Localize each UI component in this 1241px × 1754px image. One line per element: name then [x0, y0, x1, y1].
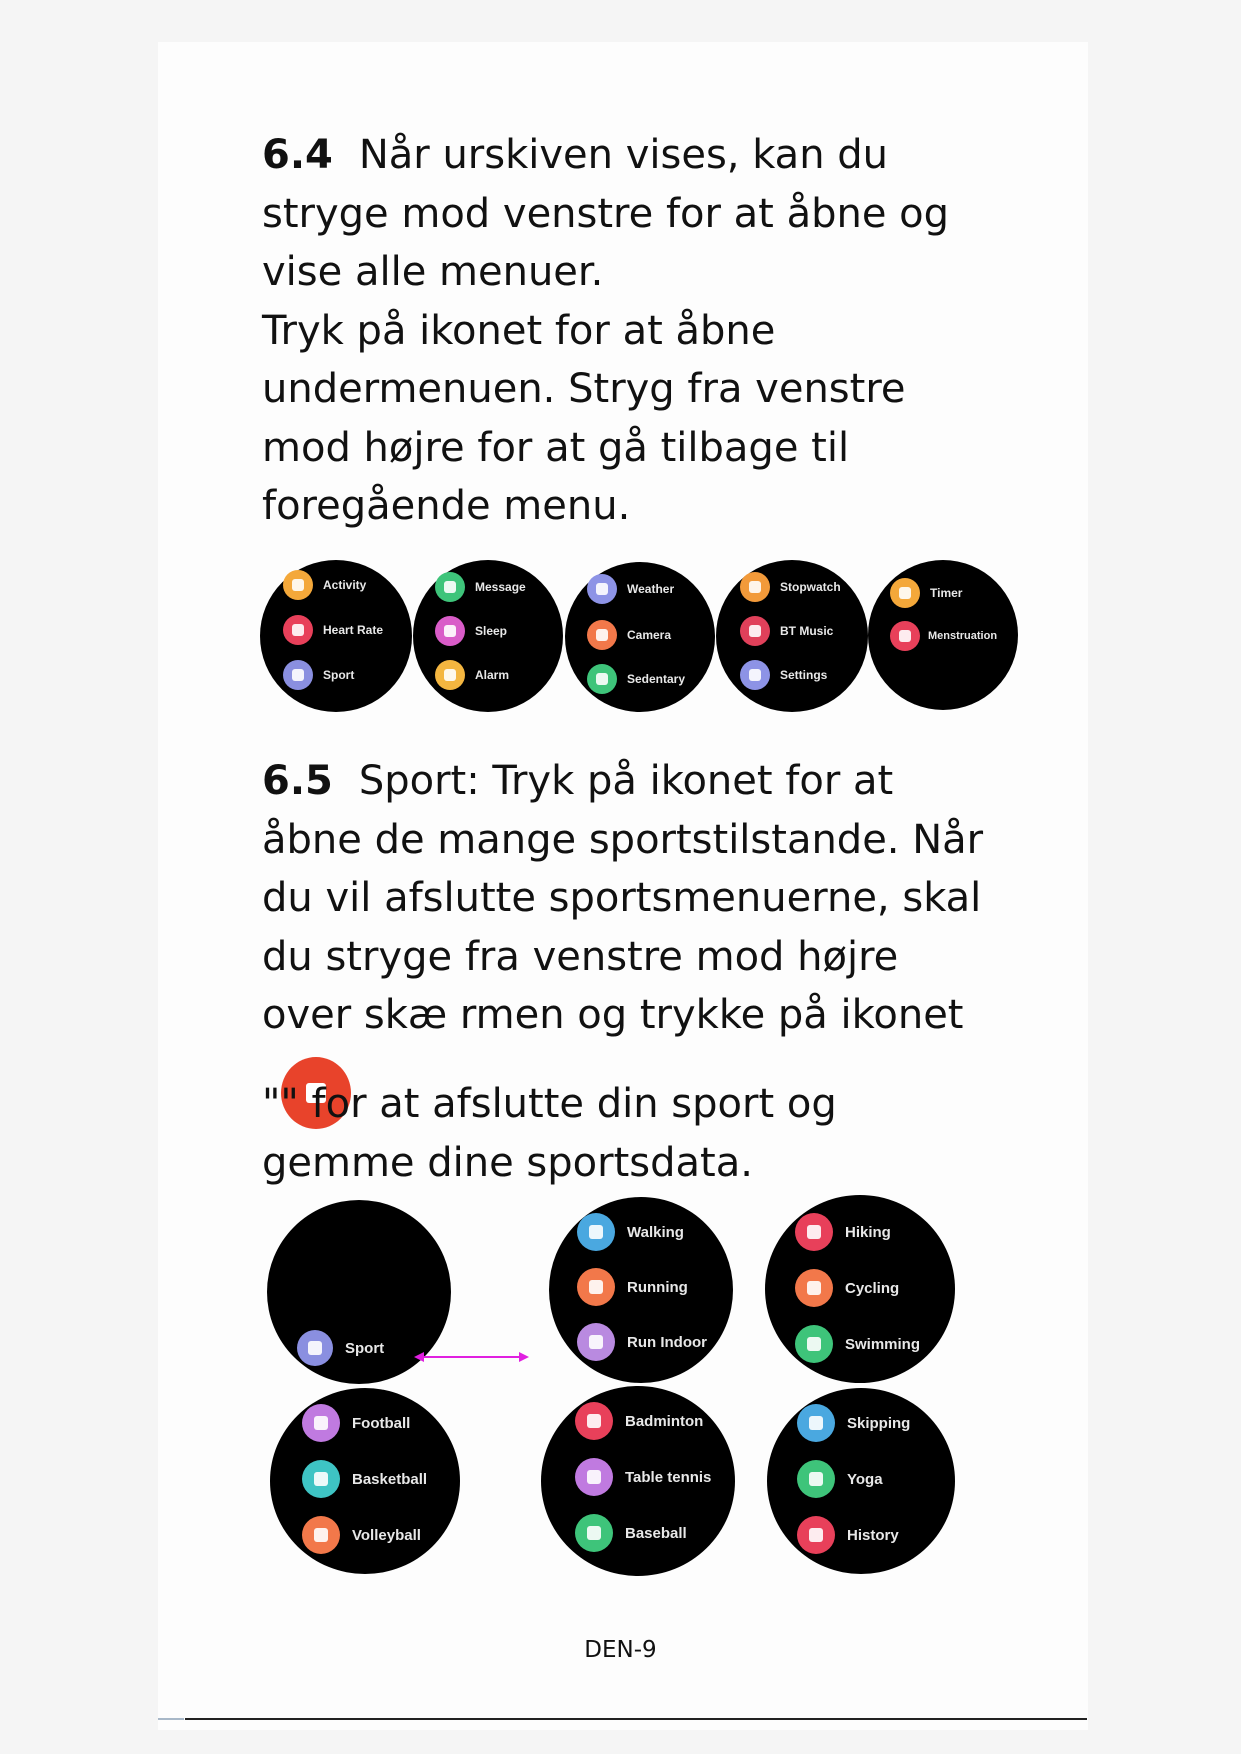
sport-item-label: Badminton	[625, 1412, 704, 1430]
cycling-icon	[795, 1269, 833, 1307]
sport-item-hiking[interactable]	[795, 1213, 891, 1251]
sport-item-label: Baseball	[625, 1524, 687, 1542]
sport-watch-screen-5	[767, 1388, 955, 1574]
paragraph-line	[262, 752, 1002, 811]
yoga-icon	[797, 1460, 835, 1498]
sport-item-label: Cycling	[845, 1279, 900, 1297]
sport-item-label: Table tennis	[625, 1468, 712, 1486]
settings-icon	[740, 660, 770, 690]
sport-item-walking[interactable]	[577, 1213, 684, 1251]
sport-item-running[interactable]	[577, 1268, 688, 1306]
sport-item-badminton[interactable]	[575, 1402, 703, 1440]
sport-watch-screen-3	[270, 1388, 460, 1574]
menstruation-icon	[890, 621, 920, 651]
menu-item-activity[interactable]	[283, 570, 366, 600]
paragraph-line: over skæ rmen og trykke på ikonet	[262, 992, 964, 1038]
sport-item-label: Volleyball	[352, 1526, 421, 1544]
footer-rule-accent	[158, 1718, 184, 1720]
history-icon	[797, 1516, 835, 1554]
sport-item-basketball[interactable]	[302, 1460, 427, 1498]
sport-item-label: Basketball	[352, 1470, 428, 1488]
menu-watch-screen-1	[260, 560, 412, 712]
menu-item-label: BT Music	[780, 624, 834, 638]
hiking-icon	[795, 1213, 833, 1251]
paragraph-text: Sport: Tryk på ikonet for at	[358, 758, 894, 804]
paragraph-line: "" for at afslutte din sport og	[262, 1081, 837, 1127]
menu-watch-screen-2	[413, 560, 563, 712]
sport-item-table-tennis[interactable]	[575, 1458, 711, 1496]
paragraph-line: du stryge fra venstre mod højre	[262, 933, 899, 980]
run-indoor-icon	[577, 1323, 615, 1361]
menu-watch-screen-3	[565, 562, 715, 712]
sport-watch-screen-2	[765, 1195, 955, 1383]
paragraph-line: åbne de mange sportstilstande. Når	[262, 816, 984, 863]
menu-item-weather[interactable]	[587, 574, 674, 604]
menu-item-alarm[interactable]	[435, 660, 509, 690]
sport-item-label: Hiking	[845, 1223, 891, 1241]
menu-item-menstruation[interactable]	[890, 621, 997, 651]
skipping-icon	[797, 1404, 835, 1442]
swipe-arrow	[414, 1349, 529, 1365]
paragraph-line: stryge mod venstre for at åbne og	[262, 190, 950, 237]
menu-item-label: Sedentary	[627, 672, 686, 686]
menu-item-label: Message	[475, 580, 526, 594]
sport-icon	[297, 1330, 333, 1366]
sport-item-yoga[interactable]	[797, 1460, 883, 1498]
sport-item-skipping[interactable]	[797, 1404, 910, 1442]
menu-item-label: Menstruation	[928, 630, 998, 642]
menu-item-label: Activity	[323, 578, 367, 592]
menu-item-label: Heart Rate	[323, 623, 384, 637]
sport-entry-label: Sport	[345, 1339, 385, 1357]
menu-item-sport[interactable]	[283, 660, 354, 690]
sedentary-icon	[587, 664, 617, 694]
paragraph-line: du vil afslutte sportsmenuerne, skal	[262, 875, 982, 921]
baseball-icon	[575, 1514, 613, 1552]
menu-item-message[interactable]	[435, 572, 526, 602]
running-icon	[577, 1268, 615, 1306]
paragraph-line: foregående menu.	[262, 483, 631, 529]
paragraph-line: undermenuen. Stryg fra venstre	[262, 366, 906, 412]
section-6-5-continuation	[262, 1075, 1002, 1192]
paragraph-text: Når urskiven vises, kan du	[358, 132, 888, 178]
sport-item-label: Yoga	[847, 1470, 883, 1488]
sport-entry-item[interactable]	[297, 1330, 384, 1366]
menu-item-settings[interactable]	[740, 660, 827, 690]
menu-item-sleep[interactable]	[435, 616, 507, 646]
message-icon	[435, 572, 465, 602]
menu-watch-screen-5	[868, 560, 1018, 710]
sport-item-label: Skipping	[847, 1414, 911, 1432]
section-number: 6.5	[262, 758, 333, 804]
sport-item-cycling[interactable]	[795, 1269, 899, 1307]
menu-watch-screen-4	[716, 560, 868, 712]
timer-icon	[890, 578, 920, 608]
sport-item-label: Run Indoor	[627, 1333, 707, 1351]
menu-item-label: Alarm	[475, 668, 510, 682]
sport-item-label: Running	[627, 1278, 688, 1296]
sport-item-football[interactable]	[302, 1404, 410, 1442]
volleyball-icon	[302, 1516, 340, 1554]
paragraph-line: mod højre for at gå tilbage til	[262, 424, 850, 471]
paragraph-line: vise alle menuer.	[262, 249, 604, 295]
music-icon	[740, 616, 770, 646]
heart-icon	[283, 615, 313, 645]
sleep-icon	[435, 616, 465, 646]
activity-icon	[283, 570, 313, 600]
sport-item-label: Walking	[627, 1223, 684, 1241]
menu-item-timer[interactable]	[890, 578, 962, 608]
basketball-icon	[302, 1460, 340, 1498]
menu-item-label: Timer	[930, 586, 963, 600]
menu-item-label: Settings	[780, 668, 828, 682]
footer-rule	[185, 1718, 1087, 1720]
menu-item-label: Camera	[627, 628, 672, 642]
menu-item-heart-rate[interactable]	[283, 615, 383, 645]
table-tennis-icon	[575, 1458, 613, 1496]
camera-icon	[587, 620, 617, 650]
football-icon	[302, 1404, 340, 1442]
paragraph-line: Tryk på ikonet for at åbne	[262, 307, 776, 354]
sport-icon	[283, 660, 313, 690]
menu-item-stopwatch[interactable]	[740, 572, 841, 602]
section-6-4-paragraph	[262, 126, 1002, 536]
sport-item-label: Football	[352, 1414, 411, 1432]
sport-watch-screen-1	[549, 1197, 733, 1383]
walking-icon	[577, 1213, 615, 1251]
alarm-icon	[435, 660, 465, 690]
section-number: 6.4	[262, 132, 333, 178]
swimming-icon	[795, 1325, 833, 1363]
stopwatch-icon	[740, 572, 770, 602]
sport-item-baseball[interactable]	[575, 1514, 687, 1552]
menu-item-label: Sport	[323, 668, 355, 682]
menu-item-sedentary[interactable]	[587, 664, 685, 694]
sport-item-volleyball[interactable]	[302, 1516, 421, 1554]
sport-item-swimming[interactable]	[795, 1325, 920, 1363]
badminton-icon	[575, 1402, 613, 1440]
menu-item-label: Stopwatch	[780, 580, 841, 594]
menu-item-bt-music[interactable]	[740, 616, 833, 646]
weather-icon	[587, 574, 617, 604]
menu-item-label: Weather	[627, 582, 675, 596]
paragraph-line	[262, 126, 1002, 185]
sport-watch-screen-4	[541, 1386, 735, 1576]
sport-item-label: Swimming	[845, 1335, 921, 1353]
menu-item-label: Sleep	[475, 624, 508, 638]
sport-item-run-indoor[interactable]	[577, 1323, 707, 1361]
sport-item-history[interactable]	[797, 1516, 899, 1554]
page-number: DEN-9	[584, 1637, 657, 1663]
paragraph-line: gemme dine sportsdata.	[262, 1139, 753, 1186]
sport-item-label: History	[847, 1526, 899, 1544]
menu-item-camera[interactable]	[587, 620, 671, 650]
section-6-5-paragraph	[262, 752, 1002, 1045]
